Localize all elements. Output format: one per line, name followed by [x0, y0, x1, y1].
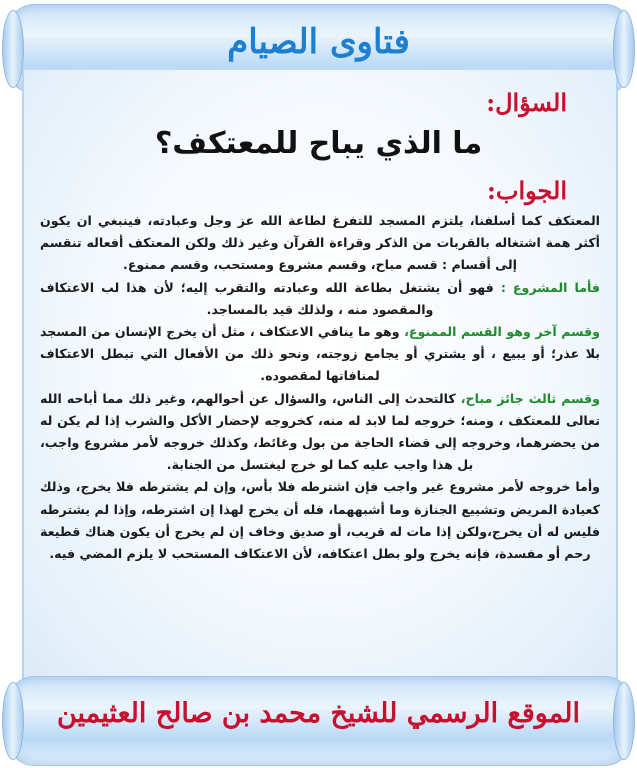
answer-paragraph: [40, 321, 600, 388]
answer-body: [40, 210, 600, 565]
answer-label: الجواب:: [487, 176, 567, 205]
section-heading: وقسم آخر وهو القسم الممنوع،: [404, 324, 600, 340]
paragraph-text: كالتحدث إلى الناس، والسؤال عن أحوالهم، وغير ذلك مما أباحه الله تعالى للمعتكف ، ومنه؛ خروجه لما لابد له منه، كخروجه لإحضار الأكل والشرب إذا لم يكن له من يحضرهما، وخروجه إلى قضاء الحاجة من بول وغائط، وكذلك خروجه لأمر مشروع واجب، بل هذا واجب عليه كما لو خرج ليغتسل من الجنابة.: [40, 390, 600, 473]
answer-paragraph: [40, 388, 600, 477]
question-text: ما الذي يباح للمعتكف؟: [154, 126, 483, 161]
section-heading: فأما المشروع :: [500, 279, 600, 295]
paragraph-text: فهو أن يشتغل بطاعة الله وعبادته والتقرب إليه؛ لأن هذا لب الاعتكاف والمقصود منه ، ولذلك قيد بالمساجد.: [40, 279, 501, 317]
question-label: السؤال:: [486, 88, 567, 117]
site-footer-credit: الموقع الرسمي للشيخ محمد بن صالح العثيمين: [56, 698, 581, 729]
answer-paragraph: المعتكف كما أسلفنا، يلتزم المسجد للتفرغ لطاعة الله عز وجل وعبادته، فينبغي ان يكون أكثر همة اشتغاله بالقربات من الذكر وقراءة القرآن وغير ذلك ولكن المعتكف أفعاله تنقسم إلى أقسام : قسم مباح، وقسم مشروع ومستحب، وقسم ممنوع.: [40, 213, 600, 273]
paragraph-text: وهو ما ينافي الاعتكاف ، مثل أن يخرج الإنسان من المسجد بلا عذر؛ أو يبيع ، أو يشتري أو يجامع زوجته، ونحو ذلك من الأفعال التي تبطل الاعتكاف لمنافاتها لمقصوده.: [40, 324, 600, 384]
answer-paragraph: [40, 277, 600, 321]
page-title: فتاوى الصيام: [227, 22, 410, 62]
answer-paragraph: وأما خروجه لأمر مشروع غير واجب فإن اشترطه فلا بأس، وإن لم يشترطه فلا يخرج، وذلك كعيادة المريض وتشييع الجنازة وما أشبههما، فله أن يخرج لهذا إن اشترطه، وإذا لم يشترطه فليس له أن يخرج،ولكن إذا مات له قريب، أو صديق وخاف إن لم يخرج أن يكون هناك قطيعة رحم أو مفسدة، فإنه يخرج ولو بطل اعتكافه، لأن الاعتكاف المستحب لا يلزم المضي فيه.: [40, 479, 600, 562]
section-heading: وقسم ثالث جائز مباح،: [460, 390, 601, 406]
